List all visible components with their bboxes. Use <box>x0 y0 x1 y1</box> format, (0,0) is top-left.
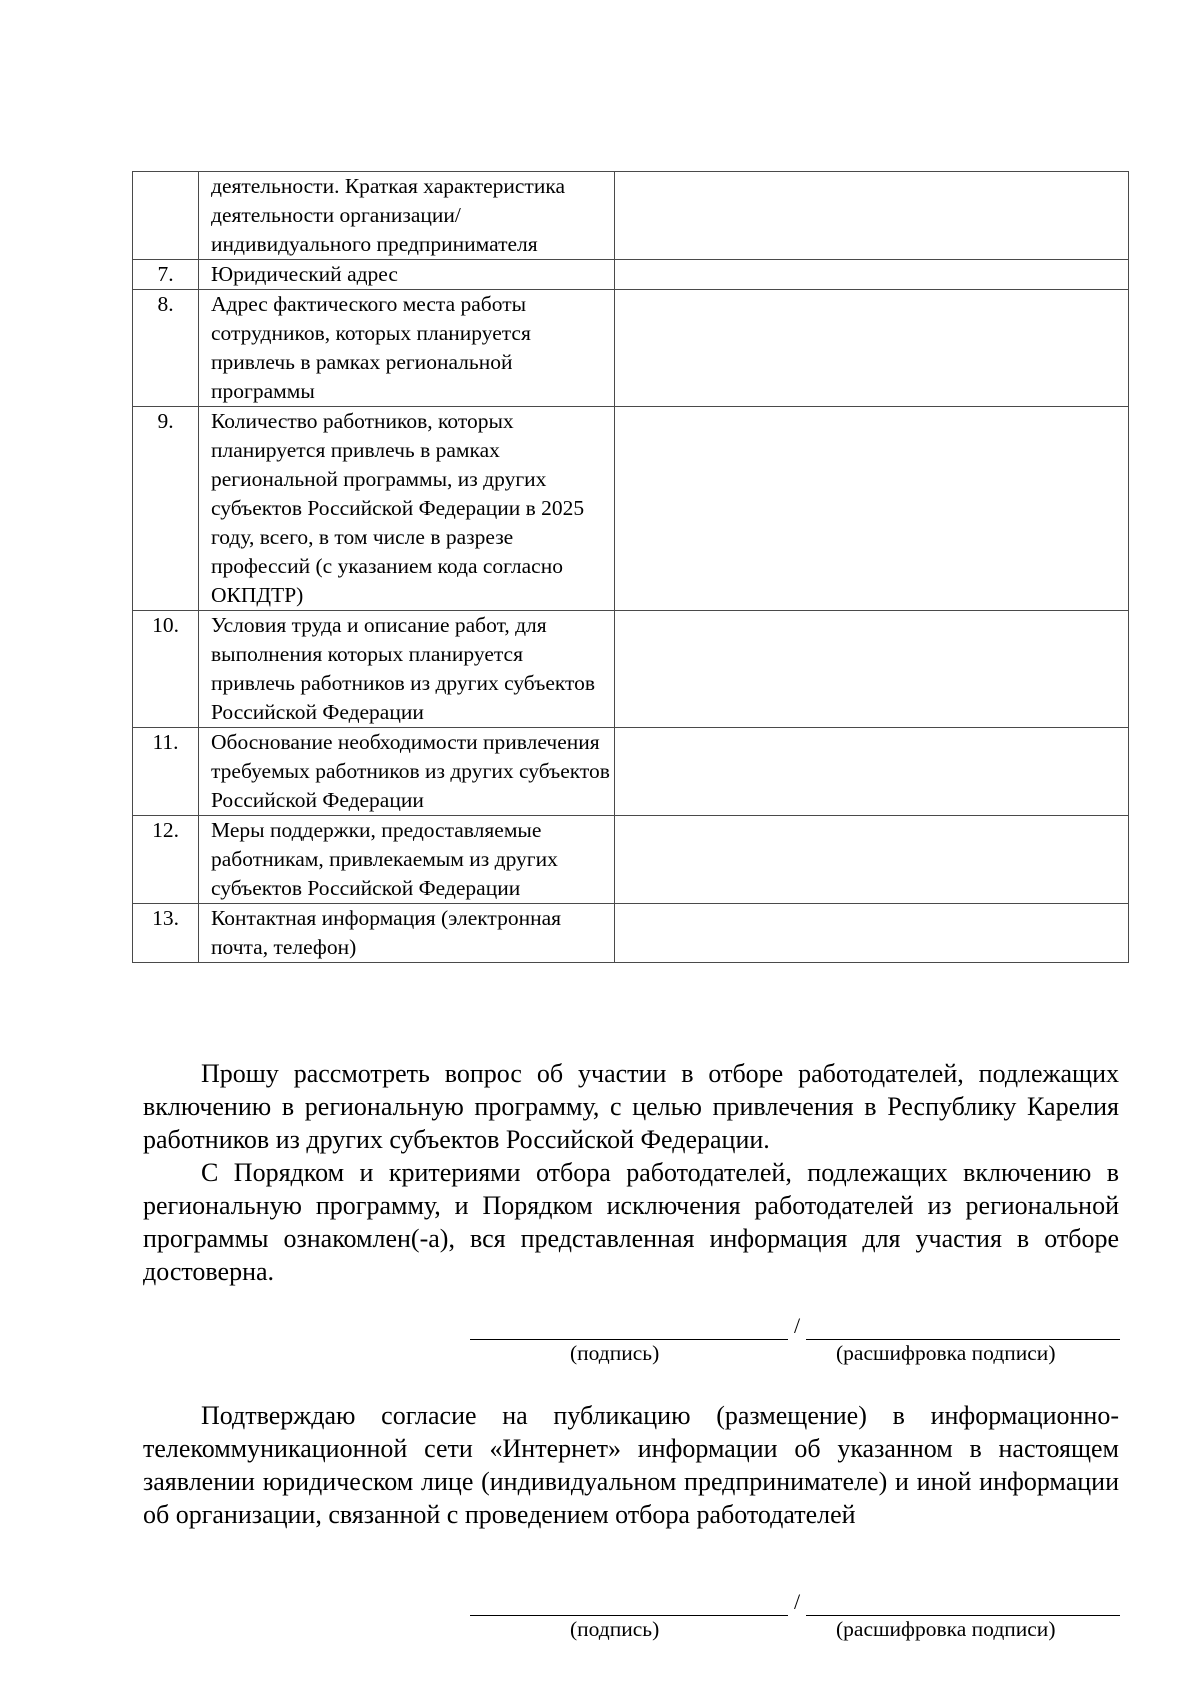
row-label: Юридический адрес <box>199 260 615 290</box>
row-value-cell[interactable] <box>615 290 1129 407</box>
row-label: Контактная информация (электронная почта, телефон) <box>199 904 615 963</box>
row-number: 13. <box>133 904 199 963</box>
application-form-table <box>132 171 1129 963</box>
row-number: 8. <box>133 290 199 407</box>
row-number: 12. <box>133 816 199 904</box>
row-label: Обоснование необходимости привлечения требуемых работников из других субъектов Российской Федерации <box>199 728 615 816</box>
table-row <box>133 407 1129 611</box>
signature-decoding-caption: (расшифровка подписи) <box>836 1341 1056 1365</box>
consent-text: Подтверждаю согласие на публикацию (размещение) в информационно-телекоммуникационной сети «Интернет» информации об указанном в настоящем заявлении юридическом лице (индивидуальном предпринимателе) и иной информации об организации, связанной с проведением отбора работодателей <box>143 1401 1119 1529</box>
table-row <box>133 816 1129 904</box>
signature-decoding-caption: (расшифровка подписи) <box>836 1617 1056 1641</box>
row-number: 11. <box>133 728 199 816</box>
table-row <box>133 290 1129 407</box>
signature-caption: (подпись) <box>570 1617 660 1641</box>
signature-slash: / <box>794 1589 801 1614</box>
row-label: деятельности. Краткая характеристика деятельности организации/индивидуального предпринимателя <box>199 172 615 260</box>
row-number <box>133 172 199 260</box>
row-value-cell[interactable] <box>615 816 1129 904</box>
row-number: 7. <box>133 260 199 290</box>
signature-slash: / <box>794 1313 801 1338</box>
row-number: 9. <box>133 407 199 611</box>
table-row <box>133 172 1129 260</box>
row-value-cell[interactable] <box>615 260 1129 290</box>
row-number: 10. <box>133 611 199 728</box>
row-value-cell[interactable] <box>615 904 1129 963</box>
row-value-cell[interactable] <box>615 407 1129 611</box>
row-label: Условия труда и описание работ, для выполнения которых планируется привлечь работников из других субъектов Российской Федерации <box>199 611 615 728</box>
signature-block-1 <box>470 1313 1120 1373</box>
row-value-cell[interactable] <box>615 611 1129 728</box>
signature-caption: (подпись) <box>570 1341 660 1365</box>
row-value-cell[interactable] <box>615 172 1129 260</box>
row-label: Меры поддержки, предоставляемые работникам, привлекаемым из других субъектов Российской Федерации <box>199 816 615 904</box>
request-text: Прошу рассмотреть вопрос об участии в отборе работодателей, подлежащих включению в региональную программу, с целью привлечения в Республику Карелия работников из других субъектов Российской Федерации. <box>143 1059 1119 1154</box>
request-paragraph <box>143 1057 1119 1156</box>
row-value-cell[interactable] <box>615 728 1129 816</box>
signature-decoding-line[interactable] <box>806 1615 1120 1616</box>
acknowledgement-text: С Порядком и критериями отбора работодателей, подлежащих включению в региональную программу, и Порядком исключения работодателей из региональной программы ознакомлен(-а), вся представленная информация для участия в отборе достоверна. <box>143 1158 1119 1286</box>
table-row <box>133 904 1129 963</box>
row-label: Адрес фактического места работы сотрудников, которых планируется привлечь в рамках региональной программы <box>199 290 615 407</box>
signature-decoding-line[interactable] <box>806 1339 1120 1340</box>
signature-block-2 <box>470 1589 1120 1649</box>
row-label: Количество работников, которых планируется привлечь в рамках региональной программы, из других субъектов Российской Федерации в 2025 году, всего, в том числе в разрезе профессий (с указанием кода согласно ОКПДТР) <box>199 407 615 611</box>
table-row <box>133 260 1129 290</box>
signature-line[interactable] <box>470 1615 788 1616</box>
table-row <box>133 611 1129 728</box>
consent-paragraph <box>143 1399 1119 1531</box>
signature-line[interactable] <box>470 1339 788 1340</box>
acknowledgement-paragraph <box>143 1156 1119 1288</box>
table-row <box>133 728 1129 816</box>
